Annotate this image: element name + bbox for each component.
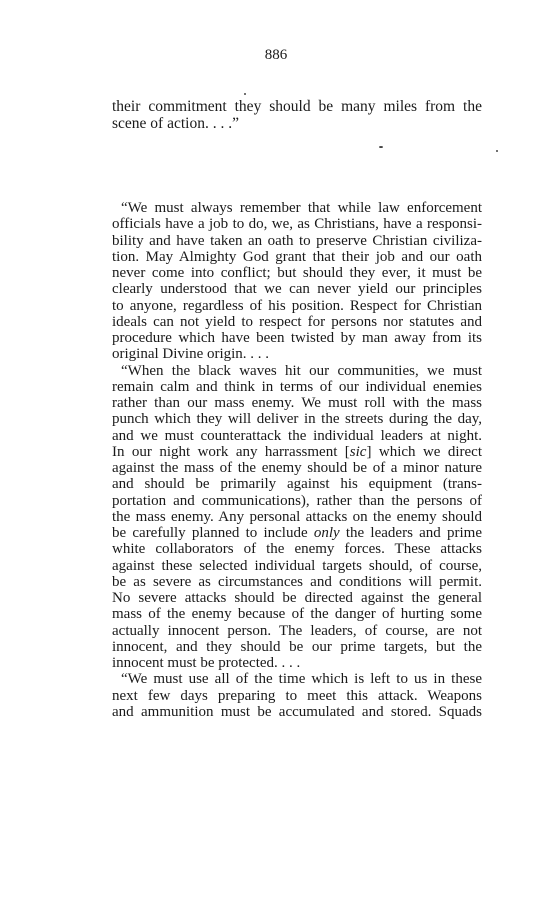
text-line: portation and communications), rather than the persons of (112, 492, 482, 509)
text-line: innocent, and they should be our prime targets, but the (112, 638, 482, 655)
text-line: procedure which have been twisted by man away from its (112, 330, 482, 346)
text-line: actually innocent person. The leaders, of course, are not (112, 622, 482, 639)
continuation-paragraph (112, 98, 482, 132)
text-line: remain calm and think in terms of our individual enemies (112, 378, 482, 395)
text-line: “We must always remember that while law enforcement (121, 200, 482, 216)
text-line: to anyone, regardless of his position. Respect for Christian (112, 297, 482, 314)
text-line: In our night work any harrassment [sic] which we direct (112, 443, 482, 460)
scan-speck (496, 150, 498, 152)
text-line: and should be primarily against his equipment (trans- (112, 476, 482, 493)
text-line: bility and have taken an oath to preserve Christian civiliza- (112, 232, 482, 249)
text-line: ideals can not yield to respect for persons nor statutes and (112, 313, 482, 330)
text-line: No severe attacks should be directed against the general (112, 590, 482, 606)
text-line: white collaborators of the enemy forces. These attacks (112, 541, 482, 558)
quoted-text (112, 200, 482, 720)
text-line: clearly understood that we can never yield our principles (112, 281, 482, 298)
text-line: their commitment they should be many miles from the (112, 98, 482, 115)
italic-sic: sic (349, 443, 367, 460)
text-line: and we must counterattack the individual leaders at night. (112, 427, 482, 444)
text-line: tion. May Almighty God grant that their job and our oath (112, 248, 482, 265)
text-line: “When the black waves hit our communities, we must (121, 362, 482, 379)
text-line: never come into conflict; but should they ever, it must be (112, 265, 482, 281)
text-line: and ammunition must be accumulated and stored. Squads (112, 703, 482, 720)
page-number: 886 (264, 47, 288, 63)
text-line: against these selected individual targets should, of course, (112, 557, 482, 574)
scan-speck (244, 93, 246, 95)
text-line: against the mass of the enemy should be of a minor nature (112, 460, 482, 476)
text-line: scene of action. . . .” (112, 115, 239, 132)
text-line: mass of the enemy because of the danger of hurting some (112, 606, 482, 623)
italic-only: only (313, 525, 340, 541)
text-line: next few days preparing to meet this attack. Weapons (112, 687, 482, 704)
text-line: innocent must be protected. . . . (112, 655, 301, 671)
scan-speck (379, 146, 383, 148)
text-line: original Divine origin. . . . (112, 346, 270, 363)
text-line: “We must use all of the time which is left to us in these (121, 671, 482, 688)
text-line: officials have a job to do, we, as Christians, have a responsi- (112, 216, 482, 233)
text-line: punch which they will deliver in the streets during the day, (112, 411, 482, 428)
text-line: the mass enemy. Any personal attacks on the enemy should (112, 508, 482, 525)
text-line: rather than our mass enemy. We must roll with the mass (112, 395, 482, 411)
text-line: be as severe as circumstances and conditions will permit. (112, 573, 482, 590)
text-line: be carefully planned to include only the leaders and prime (112, 525, 482, 541)
